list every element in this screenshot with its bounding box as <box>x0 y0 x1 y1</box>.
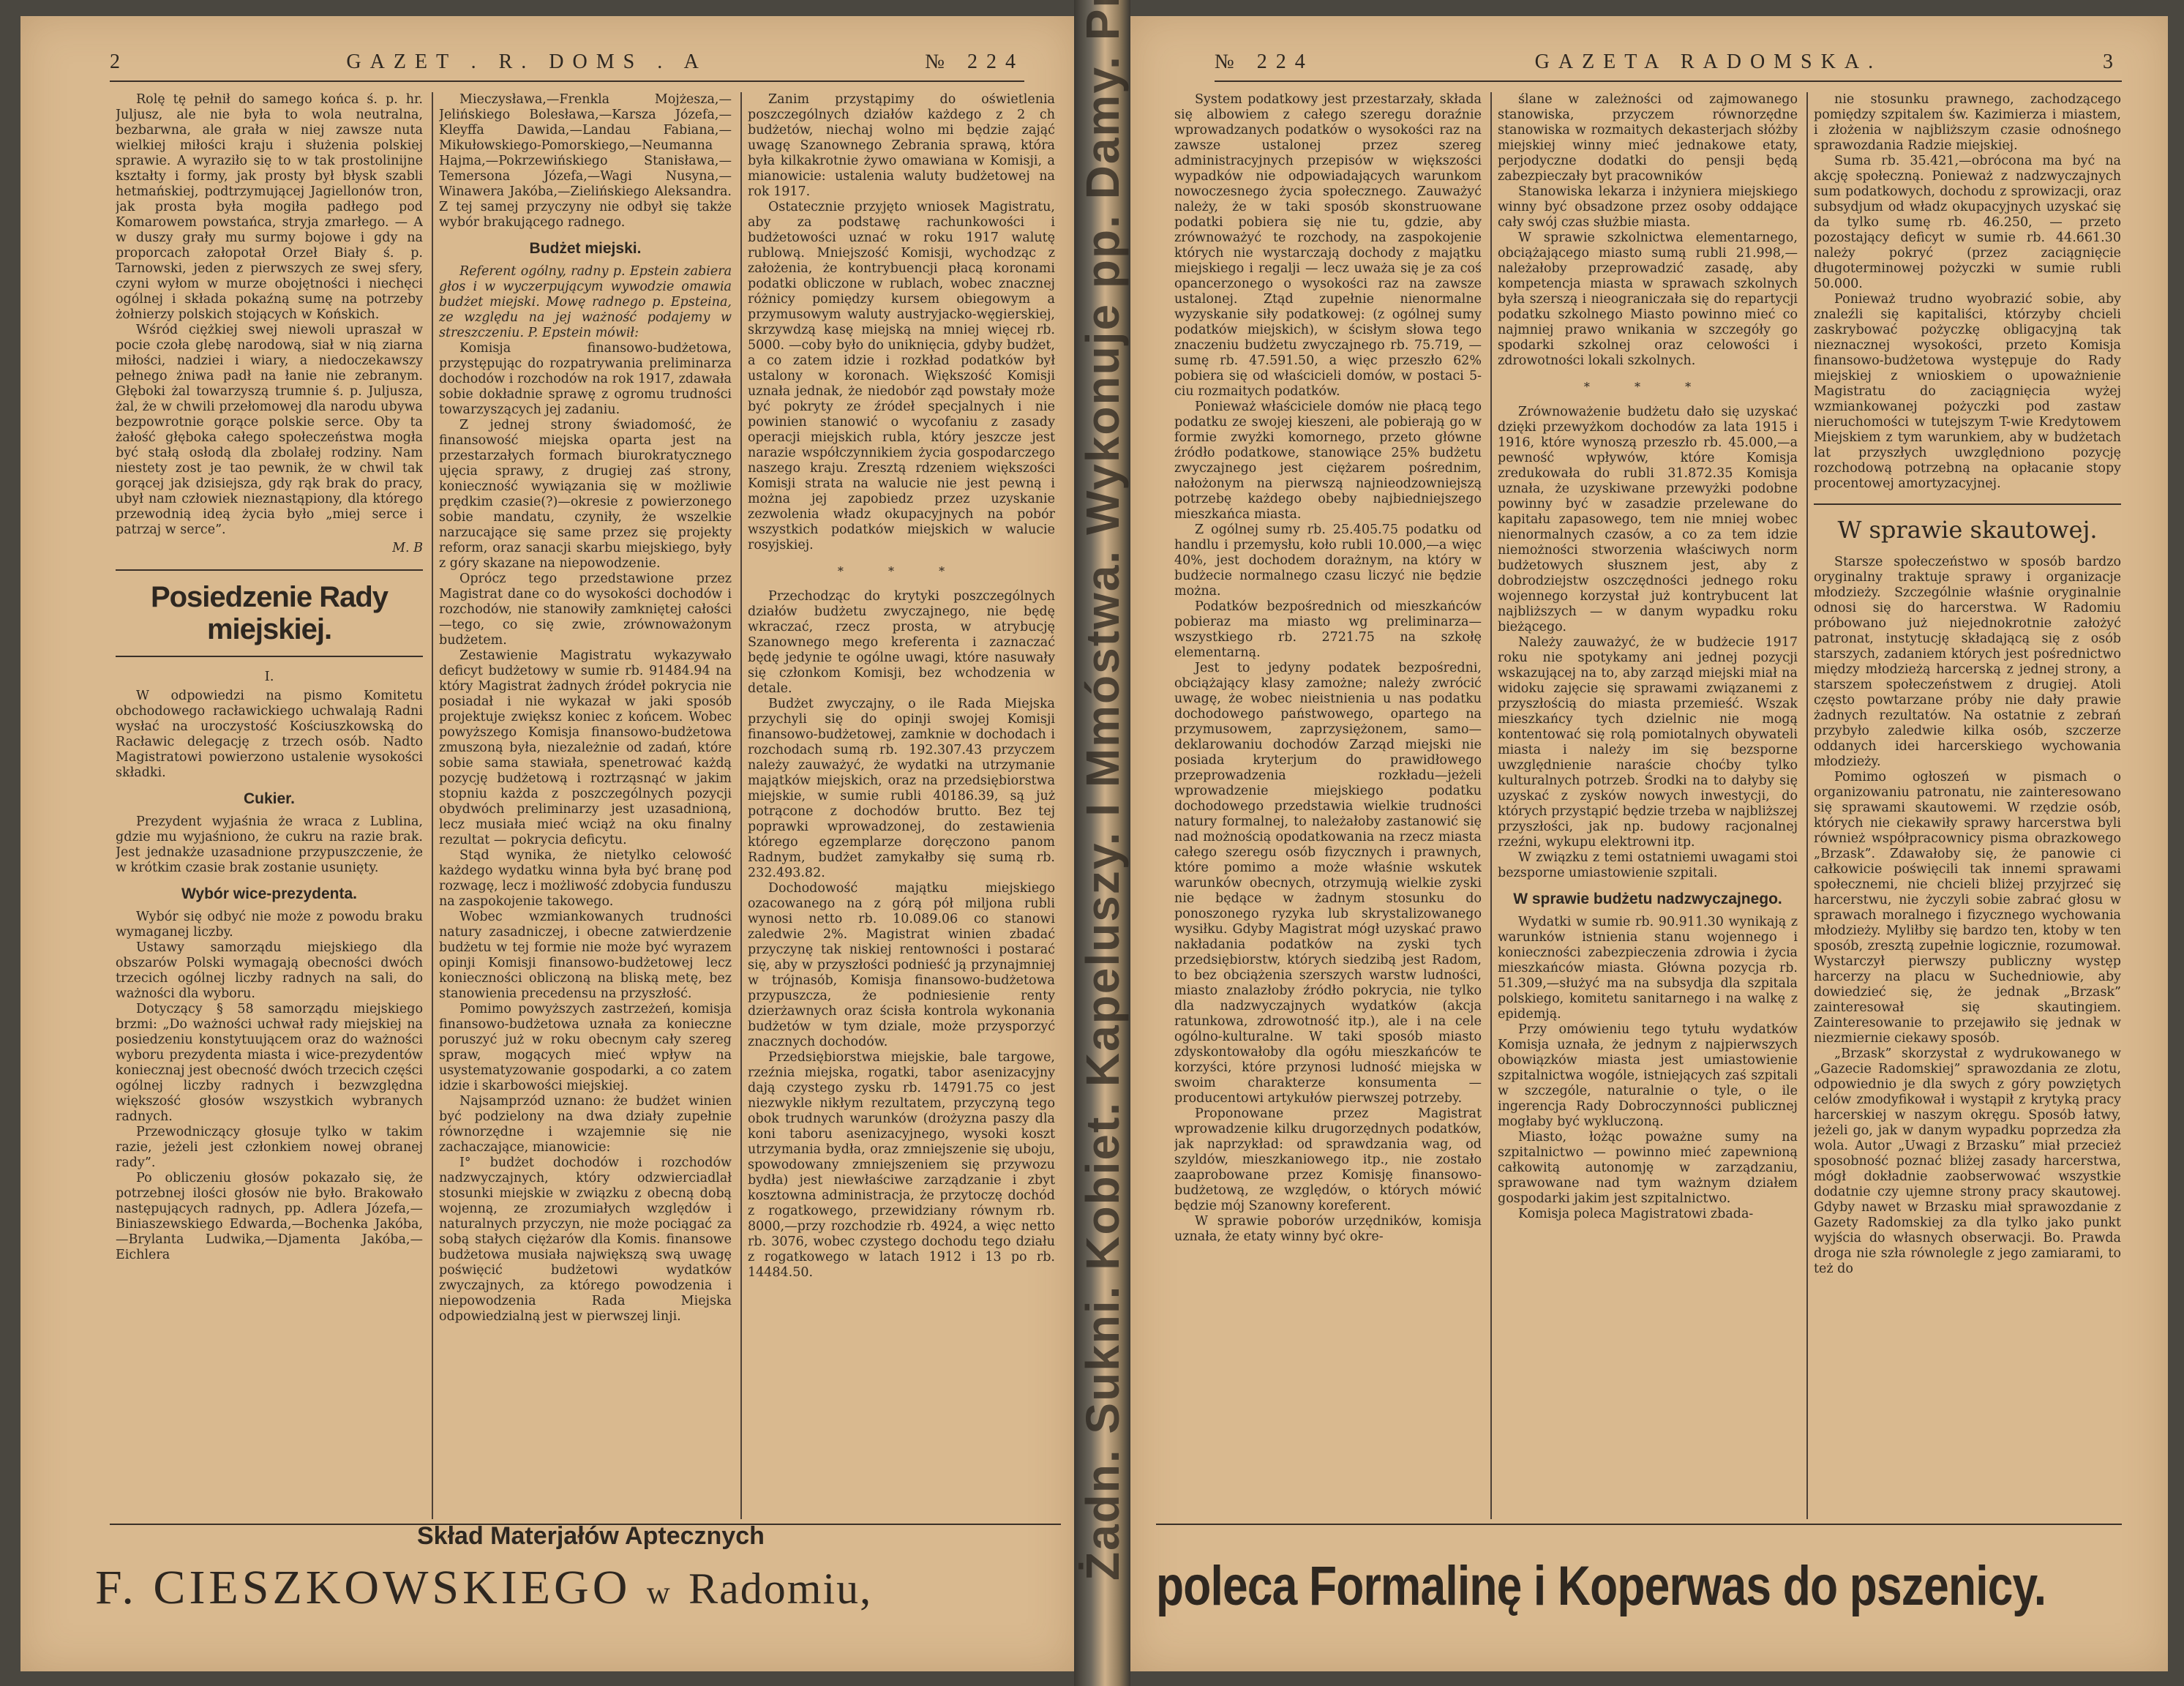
article-paragraph: Wydatki w sumie rb. 90.911.30 wynikają z warunków istnienia stanu wojennego i konieczności zabezpieczenia zdrowia i życia mieszkańców miasta. Główna pozycja rb. 51.309,—służyć ma na subsydja dla szpitala polskiego, komitetu sanitarnego i na walkę z epidemją. <box>1498 915 1798 1022</box>
subheading: Budżet miejski. <box>529 240 642 257</box>
article-headline: W sprawie skautowej. <box>1814 503 2121 544</box>
section-divider-stars: * * * <box>837 564 966 578</box>
ad-name-text: F. CIESZKOWSKIEGO <box>95 1561 631 1614</box>
article-paragraph: Komisja poleca Magistratowi zbada- <box>1518 1207 1754 1221</box>
column-rule <box>1490 92 1492 1519</box>
page-number: 3 <box>2103 50 2122 73</box>
subheading: Cukier. <box>243 790 296 807</box>
article-paragraph: Wybór się odbyć nie może z powodu braku wymaganej liczby. <box>116 910 423 940</box>
article-paragraph: Referent ogólny, radny p. Epstein zabiera głos i w wyczerpującym wywodzie omawia budżet miejski. Mowę radnego p. Epsteina, ze względu na jej ważność podajemy w streszczeniu. P. Epstein mówił: <box>439 264 732 340</box>
article-paragraph: Budżet zwyczajny, o ile Rada Miejska przychyli się do opinji swojej Komisji finansowo-budżetowej, zamknie w dochodach i rozchodach sumą rb. 192.307.43 przyczem należy zauważyć, że wydatki na utrzymanie majątków miejskich, oraz na przedsiębiorstwa miejskie, w sumie rubli 40186.39, są już potrącone z dochodów brutto. Bez tej poprawki wprowadzonej, do zestawienia którego egzemplarze doręczono panom Radnym, budżet zamykałby się sumą rb. 232.493.82. <box>748 697 1055 880</box>
column-rule <box>432 92 433 1519</box>
article-paragraph: Po obliczeniu głosów pokazało się, że potrzebnej ilości głosów nie było. Brakowało następujących radnych, pp. Adlera Józefa,—Biniaszewskiego Edwarda,—Bochenka Jakóba,—Brylanta Ludwika,—Djamenta Jakóba,—Eichlera <box>116 1171 423 1262</box>
ad-top-rule <box>1156 1524 2122 1525</box>
newspaper-title: GAZETA RADOMSKA. <box>1534 50 1883 73</box>
section-divider-stars: * * * <box>1583 380 1712 394</box>
article-paragraph: Prezydent wyjaśnia że wraca z Lublina, gdzie mu wyjaśniono, że cukru na razie brak. Jest jednakże uzasadnione przypuszczenie, że w krótkim czasie brak zostanie usunięty. <box>116 814 423 875</box>
ad-preposition: w <box>646 1575 673 1611</box>
article-paragraph: Podatków bezpośrednich od mieszkańców pobieraz ma miasto wg preliminarza—wszystkiego rb. 2721.75 na szkołę elementarną. <box>1174 599 1482 660</box>
article-paragraph: W odpowiedzi na pismo Komitetu obchodowego racławickiego uchwalają Radni wysłać na uroczystość Kościuszkowską do Racławic delegację z trzech osób. Nadto Magistratowi powierzono ustalenie wysokości składki. <box>116 689 423 780</box>
article-paragraph: Ponieważ właściciele domów nie płacą tego podatku ze swojej kieszeni, ale pobierają go w formie zwyżki komornego, przeto główne źródło podatkowe, stanowiące 25% budżetu zwyczajnego jest ciężarem pośrednim, nałożonym na pierwszą najnieodzowniejszą potrzebę każdego obeby najbiedniejszego mieszkańca miasta. <box>1174 400 1482 522</box>
article-paragraph: Proponowane przez Magistrat wprowadzenie kilku drugorzędnych podatków, jak naprzykład: od sprawdzania wag, od szyldów, mieszkaniowego itp., nie zostało zaaprobowane przez Komisję finansowo-budżetową, ze względów, o których mówić będzie mój Szanowny koreferent. <box>1174 1106 1482 1213</box>
article-paragraph: Zestawienie Magistratu wykazywało deficyt budżetowy w sumie rb. 91484.94 na który Magistrat żadnych źródeł pokrycia nie posiadał i nie wykazał w jaki sposób projektuje zwiększ koniec z końcem. Wobec powyższego Komisja finansowo-budżetowa zmuszoną była, niezależnie od zadań, które sobie sama stawiała, spenetrować każdą pozycję budżetową i roztrząsnąć w jakim stopniu każda z poszczególnych pozycji obydwóch preliminarzy jest uzasadnioną, lecz musiała mieć wciąż na oku finalny rezultat — pokrycia deficytu. <box>439 648 732 847</box>
article-paragraph: Z jednej strony świadomość, że finansowość miejska oparta jest na przestarzałych formach biurokratycznego ujęcia sprawy, z drugiej zaś strony, konieczność wywiązania się w możliwie prędkim czasie(?)—okresie z powierzonego sobie mandatu, czyniły, że wszelkie narzucające się same przez się projekty reform, oraz sanacji skarbu miejskiego, były z góry skazane na niepowodzenie. <box>439 418 732 571</box>
vertical-advertisement-in-gutter <box>1076 1493 1130 1581</box>
article-paragraph: System podatkowy jest przestarzały, składa się albowiem z całego szeregu doraźnie wprowadzanych podatków o wysokości raz na zawsze ustalonej przez szereg administracyjnych przepisów w większości wypadków nie odpowiadających warunkom nowoczesnego życia społecznego. Zauważyć należy, że w taki sposób skonstruowane podatki pobiera się nie tu, gdzie, aby zrównoważyć te rozchody, na zaspokojenie których nie wystarczają dochody z majątku miejskiego i regalji — lecz uważa się je za coś opancerzonego o wysokości raz na zawsze ustalonej. Ztąd zupełnie nienormalne wyzyskanie siły podatkowej: (z ogólnej sumy podatków miejskich), w ścisłym słowa tego znaczeniu budżetu zwyczajnego rb. 75.719, — sumę rb. 47.591.50, a więc przeszło 62% pobiera się od właścicieli domów, w postaci 5-ciu rozmaitych podatków. <box>1174 92 1482 399</box>
subheading: Wybór wice-prezydenta. <box>181 885 357 902</box>
article-paragraph: Jest to jedyny podatek bezpośredni, obciążający klasy zamożne; należy zwrócić uwagę, że wobec nieistnienia u nas podatku dochodowego państwowego, opartego na przymusowem, zaprzysiężonem, samo—deklarowaniu dochodów Zarząd miejski nie posiada kryterjum do prawidłowego przeprowadzenia rozkładu—jeżeli wprowadzenie miejskiego podatku dochodowego przedstawia wielkie trudności natury formalnej, to należałoby zastanowić się nad możnością opodatkowania na rzecz miasta całego szeregu osób fizycznych i prawnych, które pomimo a może właśnie wskutek warunków obecnych, otrzymują wielkie zyski nie będące w żadnym stosunku do ponoszonego ryzyka lub skrystalizowanego wysiłku. Gdyby Magistrat mógł uzyskać prawo nakładania podatków na zyski tych przedsiębiorstw, których siedzibą jest Radom, to bez obciążenia szerszych warstw ludności, miasto znalazłoby źródło pokrycia, nie tylko dla nadzwyczajnych wydatków (akcja ratunkowa, zdrowotność itp.), ale i na cele ogólno-kulturalne. W taki sposób miasto zdyskontowałoby dla ogółu mieszkańców te korzyści, które przynosi ludność miejska w swoim charakterze konsumenta — producentowi artykułów pierwszej potrzeby. <box>1174 661 1482 1106</box>
article-paragraph: Mieczysława,—Frenkla Mojżesza,—Jelińskiego Bolesława,—Karsza Józefa,—Kleyffa Dawida,—Landau Fabiana,—Mikułowskiego-Pomorskiego,—Neumanna Hajma,—Pokrzewińskiego Stanisława,—Temersona Józefa,—Wagi Nusyna,—Winawera Jakóba,—Zielińskiego Aleksandra. Z tej samej przyczyny nie odbył się także wybór brakującego radnego. <box>439 92 732 230</box>
ad-company-name <box>95 1560 872 1616</box>
article-paragraph: Dotyczący § 58 samorządu miejskiego brzmi: „Do ważności uchwał rady miejskiej na posiedzeniu konstytuującem oraz do ważności wyboru prezydenta miasta i wice-prezydentów koniecznaj jest obecność dwóch trzecich części ogólnej liczby radnych i bezwzględna większość głosów wszystkich wybranych radnych. <box>116 1002 423 1124</box>
article-paragraph: Najsamprzód uznano: że budżet winien być podzielony na dwa działy zupełnie równorzędne i wzajemnie się nie zachaczające, mianowicie: <box>439 1094 732 1155</box>
left-column-1 <box>116 92 423 1519</box>
article-paragraph: Przechodząc do krytyki poszczególnych działów budżetu zwyczajnego, nie będę wkraczać, rzecz prosta, w atrybucję Szanownego mego kreferenta i zaznaczać będę jedynie te ogólne uwagi, które nasuwały się członkom Komisji, bez wchodzenia w detale. <box>748 589 1055 696</box>
article-paragraph: Należy zauważyć, że w budżecie 1917 roku nie spotykamy ani jednej pozycji wskazującej na to, aby zarząd miejski miał na widoku zajęcie się sprawami związanemi z przyszłością do miasta przemieść. Wszak mieszkańcy tych dzielnic nie mogą kontentować się rolą pomiotalnych obywateli miasta i należy im się bezsporne uwzględnienie naraście choćby tylko kulturalnych potrzeb. Środki na to dałyby się uzyskać z zysków nowych inwestycji, do których przystąpić będzie trzeba w najbliższej przyszłości, jak np. budowy racjonalnej rzeźni, wykupu elektrowni itp. <box>1498 635 1798 850</box>
left-page-header <box>110 44 1024 82</box>
article-paragraph: W związku z temi ostatniemi uwagami stoi bezsporne umiastowienie szpitali. <box>1498 850 1798 880</box>
article-paragraph: „Brzask” skorzystał z wydrukowanego w „Gazecie Radomskiej” sprawozdania ze zlotu, odpowiednio je dla swych z góry powziętych celów zmodyfikował i wystąpił z krytyką pracy harcerskiej w naszym okręgu. Sposób łatwy, jeżeli go, jak w danym wypadku poprzedza zła wola. Autor „Uwagi z Brzasku” miał przecież sposobność poznać bliżej zasady harcerstwa, mógł dokładnie zaobserwować wszystkie dodatnie czy ujemne strony pracy skautowej. Gdyby nawet w Brzasku miał sprawozdanie z Gazety Radomskiej za dla tylko jako punkt wyjścia do własnych obserwacji. Bo. Prawda droga nie szła równolegle z jego zamiarami, to też do <box>1814 1046 2121 1276</box>
article-paragraph: Przewodniczący głosuje tylko w takim razie, jeżeli jest członkiem nowej obranej rady”. <box>116 1125 423 1170</box>
article-paragraph: Zrównoważenie budżetu dało się uzyskać dzięki przewyżkom dochodów za lata 1915 i 1916, które wynoszą przeszło rb. 45.000,—a pewność wpływów, które Komisja zredukowała do rubli 31.872.35 Komisja uznała, że uzyskiwane przewyżki podobne powinny być w zasadzie przelewane do kapitału zapasowego, tem nie mniej wobec nienormalnych czasów, a co za tem idzie niemożności stworzenia właściwych norm budżetowych słusznem jest, aby z dobrodziejstw oszczędności jednego roku wojennego korzystał już kontrybucent lat najbliższych — w danym wypadku roku bieżącego. <box>1498 405 1798 634</box>
article-paragraph: Stanowiska lekarza i inżyniera miejskiego winny być obsadzone przez osoby oddające cały swój czas służbie miasta. <box>1498 184 1798 230</box>
ad-city: Radomiu, <box>688 1565 873 1613</box>
section-numeral: I. <box>264 669 274 684</box>
newspaper-title: GAZET . R. DOMS . A <box>346 50 708 73</box>
left-column-3 <box>748 92 1055 1519</box>
column-rule <box>1806 92 1808 1519</box>
right-column-1 <box>1174 92 1482 1519</box>
right-column-2 <box>1498 92 1798 1519</box>
article-paragraph: Starsze społeczeństwo w sposób bardzo oryginalny traktuje sprawy i organizacje młodzieży. Szczególnie właśnie oryginalnie odnosi się do harcerstwa. W Radomiu próbowano już niejednokrotnie założyć patronat, instytucję składającą się z osób starszych, zadaniem których jest pośrednictwo między młodzieżą harcerską z jednej strony, a starszem społeczeństwem z drugiej. Atoli często powtarzane próby nie dały prawie żadnych rezultatów. Na ostatnie z zebrań przybyło zaledwie kilka osób, szczerze oddanych idei harcerskiego wychowania młodzieży. <box>1814 555 2121 769</box>
article-paragraph: Dochodowość majątku miejskiego ozacowanego na z górą pół miljona rubli wynosi netto rb. 10.089.06 co stanowi zaledwie 2%. Magistrat winien zbadać przyczynę tak niskiej rentowności i postarać się, aby w przyszłości podnieść ją przynajmniej w trójnasób, Komisja finansowo-budżetowa przypuszcza, że podniesienie renty dzierżawnych oraz ścisła kontrola wykonania budżetów w tym dziale, może przysporzyć znacznych dochodów. <box>748 881 1055 1049</box>
issue-number: № 224 <box>1215 50 1314 73</box>
article-paragraph: Miasto, łożąc poważne sumy na szpitalnictwo — powinno mieć zapewnioną całkowitą autonomję w zarządzaniu, sprawowane nad tym ważnym działem gospodarki jakim jest szpitalnictwo. <box>1498 1130 1798 1206</box>
article-paragraph: Stąd wynika, że nietylko celowość każdego wydatku winna była być branę pod rozwagę, lecz i możliwość zdobycia funduszu na zaspokojenie takowego. <box>439 848 732 909</box>
article-headline: Posiedzenie Rady miejskiej. <box>116 569 423 657</box>
subheading: W sprawie budżetu nadzwyczajnego. <box>1513 891 1782 907</box>
pharmacy-advertisement <box>95 1522 1061 1625</box>
article-paragraph: Wobec wzmiankowanych trudności natury zasadniczej, i obecne zatwierdzenie budżetu w tej formie nie może być wyrazem opinji Komisji finansowo-budżetowej lecz konieczności obliczoną na bliską metę, bez stanowienia precedensu na przyszłość. <box>439 910 732 1001</box>
obituary-paragraph: Wśród ciężkiej swej niewoli upraszał w pocie czoła glebę narodową, siał w nią ziarna miłości, nadziei i wiary, a niedoczekawszy pełnego żniwa padł na łanie nie zebranym. Głęboki żal towarzyszą trumnie ś. p. Juljusza, żal, że w chwili przełomowej dla narodu ubywa bezpowrotnie gorące polskie serce. Oby ta żałość głęboka całego społeczeństwa mogła być stałą osłodą dla zbolałej rodziny. Nam niestety zost je tao pewnik, że w chwil tak gorącej jak dzisiejsza, gdy rąk brak do pracy, ubył nam człowiek nieznastąpiony, dla którego przewodnią ideą życia było „miej serce i patrzaj w serce”. <box>116 323 423 537</box>
left-column-2 <box>439 92 732 1519</box>
article-paragraph: ślane w zależności od zajmowanego stanowiska, przyczem równorzędne stanowiska w rozmaitych dekasterjach słóżby miejskiej winny mieć jednakowe etaty, perjodyczne dodatki do pensji będą zabezpieczały byt pracowników <box>1498 92 1798 184</box>
article-paragraph: W sprawie poborów urzędników, komisja uznała, że etaty winny być okre- <box>1174 1214 1482 1244</box>
article-paragraph: Z ogólnej sumy rb. 25.405.75 podatku od handlu i przemysłu, koło rubli 10.000,—a więc 40%, jest dochodem dorażnym, na który w budżecie normalnego czasu liczyć nie będzie można. <box>1174 522 1482 599</box>
page-number: 2 <box>110 50 129 73</box>
article-paragraph: Suma rb. 35.421,—obrócona ma być na akcję społeczną. Ponieważ z nadzwyczajnych sum podatkowych, dochodu z sprowizacji, oraz subsydjum od władz okupacyjnych uzyskać się da tylko sumę rb. 46.250, — przeto pozostający deficyt w sumie rb. 44.661.30 należy pokryć (przez zaciągnięcie długoterminowej pożyczki w sumie rubli 50.000. <box>1814 154 2121 291</box>
article-paragraph: Oprócz tego przedstawione przez Magistrat dane co do wysokości dochodów i rozchodów, nie stanowiły zamkniętej całości—tego, co się zwie, zrównoważonym budżetem. <box>439 572 732 648</box>
article-paragraph: Komisja finansowo-budżetowa, przystępując do rozpatrywania preliminarza dochodów i rozchodów na rok 1917, zdawała sobie dokładnie sprawę z ogromu trudności towarzyszących jej zadaniu. <box>439 341 732 417</box>
article-paragraph: Pomimo ogłoszeń w pismach o organizowaniu patronatu, nie zainteresowano się sprawami skautowemi. W rzędzie osób, których nie ciekawiły sprawy harcerstwa byli również współpracownicy pisma obrazkowego „Brzask”. Zdawałoby się, że panowie ci całkowicie poświęcili tak innemi sprawami społecznemi, nie chcieli bliżej przyjrzeć się harcerstwu, nie życzyli sobie zabrać głosu w sprawach moralnego i fizycznego wychowania młodzieży. Myliłby się bardzo ten, ktoby w ten sposób, zresztą zupełnie logicznie, rozumował. Wystarczył pierwszy publiczny występ harcerzy na placu w Suchedniowie, aby dowiedzieć się, że jednak „Brzask” zainteresował się skautingiem. Zainteresowanie to przejawiło się jednak w niezmiernie ciekawy sposób. <box>1814 770 2121 1046</box>
article-paragraph: Zanim przystąpimy do oświetlenia poszczególnych działów każdego z 2 ch budżetów, niechaj wolno mi będzie zająć uwagę Szanownego Zebrania sprawą, która była kilkakrotnie żywo omawiana w Komisji, a mianowicie: ustalenia waluty budżetowej na rok 1917. <box>748 92 1055 199</box>
article-paragraph: nie stosunku prawnego, zachodzącego pomiędzy szpitalem św. Kazimierza i miastem, i złożenia w najbliższym czasie odnośnego sprawozdania Radzie miejskiej. <box>1814 92 2121 153</box>
right-page-header <box>1215 44 2122 82</box>
obituary-paragraph: Rolę tę pełnił do samego końca ś. p. hr. Juljusz, ale nie była to wola neutralna, bezbarwna, ale grała w niej zawsze nuta wielkiej miłości kraju i służenia polskiej sprawie. A wyraziło się to w tak prostolinijne kształty i formy, jak prosty był błysk szabli hetmańskiej, podtrzymującej Jagiellonów tron, jak prosta była mogiła padłego pod Komarowem powstańca, stryja zmarłego. — A w duszy grały mu surmy bojowe i gdy na proporcach załopotał Orzeł Biały ś. p. Tarnowski, jeden z pierwszych ze swej sfery, czyni wyłom w murze obojętności i niechęci ogólnej i składa pokaźną sumę na potrzeby żołnierzy polskich stojących w Końskich. <box>116 92 423 322</box>
column-rule <box>740 92 742 1519</box>
article-paragraph: Ponieważ trudno wyobrazić sobie, aby znaleźli się kapitaliści, którzyby chcieli zaskrybować pożyczkę obligacyjną tak nieznacznej wysokości, przeto Komisja finansowo-budżetowa występuje do Rady miejskiej z wnioskiem o upoważnienie Magistratu do zaciągnięcia wyżej wzmiankowanej pożyczki pod zastaw nieruchomości w tutejszym T-wie Kredytowem Miejskiem z tym warunkiem, aby w budżetach lat przyszłych uwzględniono pozycję rozchodową potrzebną na opłacanie stopy procentowej amortyzacyjnej. <box>1814 292 2121 491</box>
article-paragraph: Przy omówieniu tego tytułu wydatków Komisja uznała, że jednym z najpierwszych obowiązków miasta jest umiastowienie szpitalnictwa wogóle, istniejących zaś szpitali w szczególe, naturalnie o tyle, o ile ingerencja Rady Dobroczynności publicznej mogłaby być wykluczoną. <box>1498 1022 1798 1129</box>
article-paragraph: I° budżet dochodów i rozchodów nadzwyczajnych, który odzwierciadlał stosunki miejskie w związku z obecną dobą wojenną, ze zrozumiałych względów i naturalnych przyczyn, nie może pociągać za sobą stałych ciężarów dla Komis. finansowe budżetowa musiała największą swą uwagę poświęcić budżetowi wydatków zwyczajnych, za którego powodzenia i niepowodzenia Rada Miejska odpowiedzialną jest w pierwszej linji. <box>439 1155 732 1324</box>
article-paragraph: Pomimo powyższych zastrzeżeń, komisja finansowo-budżetowa uznała za konieczne poruszyć już w roku obecnym cały szereg spraw, mogących mieć wpływ na usystematyzowanie gospodarki, a co zatem idzie i skarbowości miejskiej. <box>439 1002 732 1093</box>
article-paragraph: Ostatecznie przyjęto wniosek Magistratu, aby za podstawę rachunkowości i budżetowości uznać w roku 1917 walutę rublową. Mniejszość Komisji, wychodząc z założenia, że kontrybuencji płacą koronami podatki obliczone w rublach, wobec znacznej różnicy pomiędzy kursem obiegowym a przymusowym waluty austryjacko-węgierskiej, skrzywdzą kasę miejską na mniej więcej rb. 5000. —coby było do uniknięcia, gdyby budżet, a co zatem idzie i rozkład podatków był ustalony w koronach. Większość Komisji uznała jednak, że niedobór ząd powstały może być pokryty ze źródeł specjalnych i nie powinien stanowić o wycofaniu z zasady operacji miejskich rubla, który jeszcze jest narazie współczynnikiem życia gospodarczego naszego kraju. Zresztą rdzeniem większości Komisji strata na walucie nie jest pewną i można jej zapobiedz przez uzyskanie zezwolenia władz okupacyjnych na pobór wszystkich podatków miejskich w walucie rosyjskiej. <box>748 200 1055 552</box>
ad-product-line: poleca Formalinę i Koperwas do pszenicy. <box>1156 1555 2046 1617</box>
right-column-3 <box>1814 92 2121 1519</box>
article-paragraph: W sprawie szkolnictwa elementarnego, obciążającego miasto sumą rubli 21.998,—należałoby przeprowadzić zasadę, aby kompetencja miasta w sprawach szkolnych była szerszą i nieograniczała się do repartycji podatku szkolnego Miasto powinno mieć co najmniej prawo wnikania w szczegóły go spodarki szkolnej oraz celowości i zdrowotności lokali szkolnych. <box>1498 231 1798 368</box>
ad-subtitle: Skład Materjałów Aptecznych <box>417 1522 765 1550</box>
article-paragraph: Ustawy samorządu miejskiego dla obszarów Polski wymagają obecności dwóch trzecich ogólnej liczby radnych na sali, do ważności dla wyboru. <box>116 940 423 1001</box>
article-paragraph: Przedsiębiorstwa miejskie, bale targowe, rzeźnia miejska, rogatki, tabor asenizacyjny dają czystego zysku rb. 14791.75 co jest niezwykle nikłym rezultatem, przyczyną tego obok trudnych warunków (drożyzna paszy dla koni taboru asenizacyjnego, wysoki koszt utrzymania bydła, oraz zmniejszenie się uboju, spowodowany zmniejszeniem się przywozu bydła) jest niewłaściwe zarządzanie i zbyt kosztowna administracja, że przytoczę dochód z rogatkowego, przewidziany równym rb. 8000,—przy rozchodzie rb. 4924, a więc netto rb. 3076, wobec czystego dochodu tego działu z rogatkowego w latach 1912 i 13 po rb. 14484.50. <box>748 1050 1055 1280</box>
issue-number: № 224 <box>925 50 1024 73</box>
author-signature: M. B <box>392 541 423 555</box>
